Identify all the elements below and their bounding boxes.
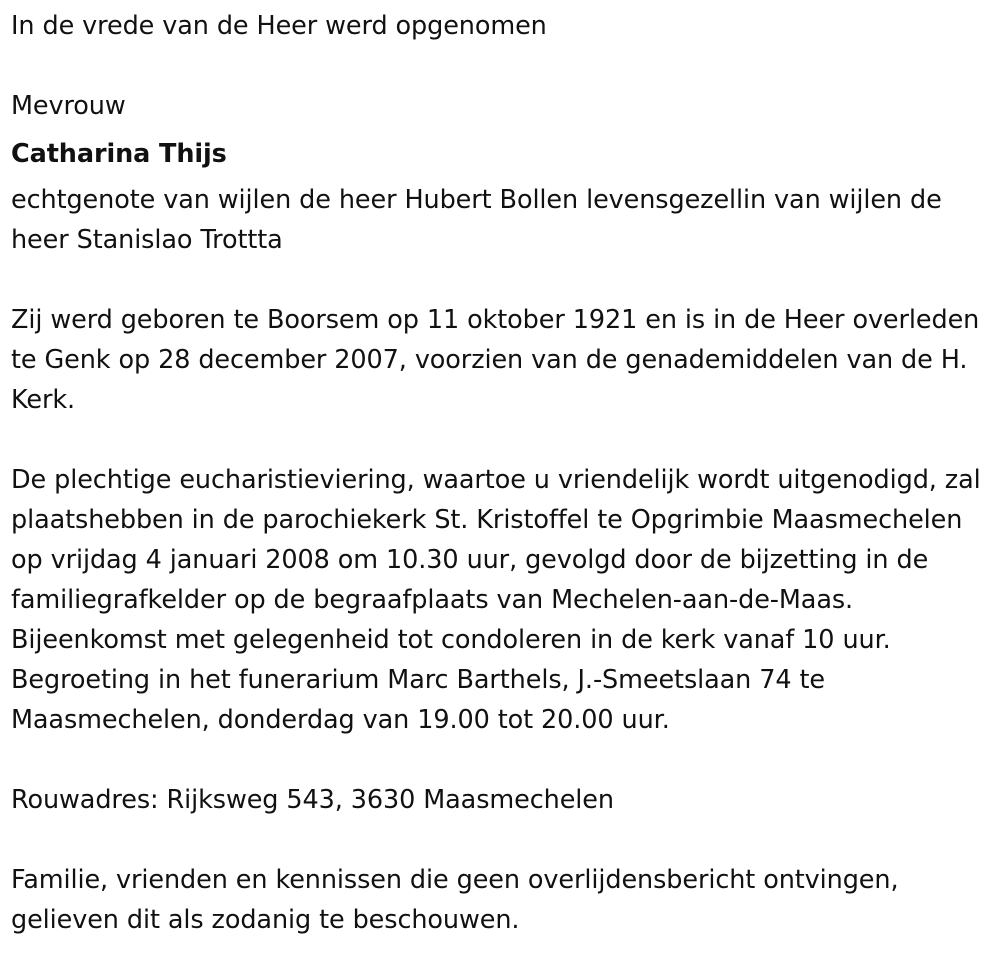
ceremony-paragraph: De plechtige eucharistieviering, waartoe u vriendelijk wordt uitgenodigd, zal plaatshebben in de parochiekerk St. Kristoffel te Opgrimbie Maasmechelen op vrijdag 4 januari 2008 om 10.30 uur, gevolgd door de bijzetting in de familiegrafkelder op de begraafplaats van Mechelen-aan-de-Maas. Bijeenkomst met gelegenheid tot condoleren in de kerk vanaf 10 uur. Begroeting in het funerarium Marc Barthels, J.-Smeetslaan 74 te Maasmechelen, donderdag van 19.00 tot 20.00 uur. (11, 465, 981, 735)
deceased-name: Catharina Thijs (11, 139, 227, 169)
honorific: Mevrouw (11, 91, 126, 121)
spouse-info: echtgenote van wijlen de heer Hubert Bollen levensgezellin van wijlen de heer Stanislao Trottta (11, 185, 942, 255)
birth-death-paragraph: Zij werd geboren te Boorsem op 11 oktober 1921 en is in de Heer overleden te Genk op 28 december 2007, voorzien van de genademiddelen van de H. Kerk. (11, 305, 980, 415)
mourning-address: Rouwadres: Rijksweg 543, 3630 Maasmechelen (11, 785, 614, 815)
intro-line: In de vrede van de Heer werd opgenomen (11, 11, 547, 41)
closing-paragraph: Familie, vrienden en kennissen die geen overlijdensbericht ontvingen, gelieven dit als zodanig te beschouwen. (11, 865, 899, 935)
